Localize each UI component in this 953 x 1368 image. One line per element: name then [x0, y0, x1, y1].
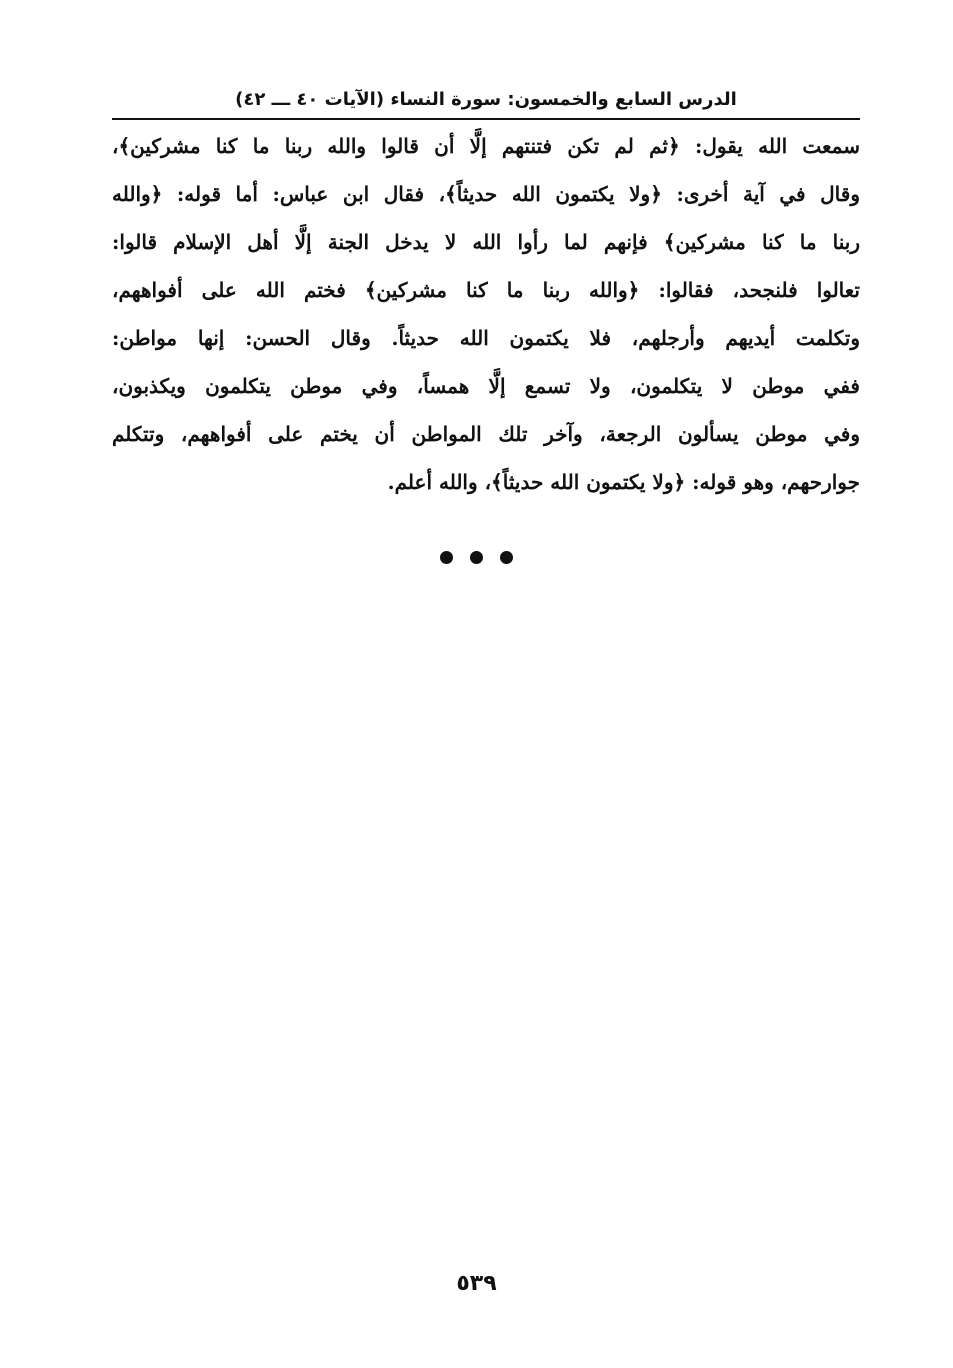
section-separator [0, 551, 953, 564]
body-text [112, 122, 860, 506]
text-line: وقال في آية أخرى: ﴿ولا يكتمون الله حديثاً﴾، فقال ابن عباس: أما قوله: ﴿والله [112, 182, 860, 206]
text-line: جوارحهم، وهو قوله: ﴿ولا يكتمون الله حديثاً﴾، والله أعلم. [387, 470, 860, 494]
text-line: وتكلمت أيديهم وأرجلهم، فلا يكتمون الله حديثاً. وقال الحسن: إنها مواطن: [112, 326, 860, 350]
text-line: ربنا ما كنا مشركين﴾ فإنهم لما رأوا الله لا يدخل الجنة إلَّا أهل الإسلام قالوا: [112, 230, 860, 254]
text-line: ففي موطن لا يتكلمون، ولا تسمع إلَّا همساً، وفي موطن يتكلمون ويكذبون، [112, 374, 860, 398]
separator-dot [470, 551, 483, 564]
running-header: الدرس السابع والخمسون: سورة النساء (الآيات ٤٠ ـــ ٤٢) [235, 89, 737, 110]
separator-dot [440, 551, 453, 564]
text-line: تعالوا فلنجحد، فقالوا: ﴿والله ربنا ما كنا مشركين﴾ فختم الله على أفواههم، [112, 278, 860, 302]
separator-dot [500, 551, 513, 564]
text-line: سمعت الله يقول: ﴿ثم لم تكن فتنتهم إلَّا أن قالوا والله ربنا ما كنا مشركين﴾، [112, 134, 860, 158]
page-number: ٥٣٩ [456, 1271, 497, 1296]
header-rule [112, 118, 860, 120]
text-line: وفي موطن يسألون الرجعة، وآخر تلك المواطن أن يختم على أفواههم، وتتكلم [112, 422, 860, 446]
